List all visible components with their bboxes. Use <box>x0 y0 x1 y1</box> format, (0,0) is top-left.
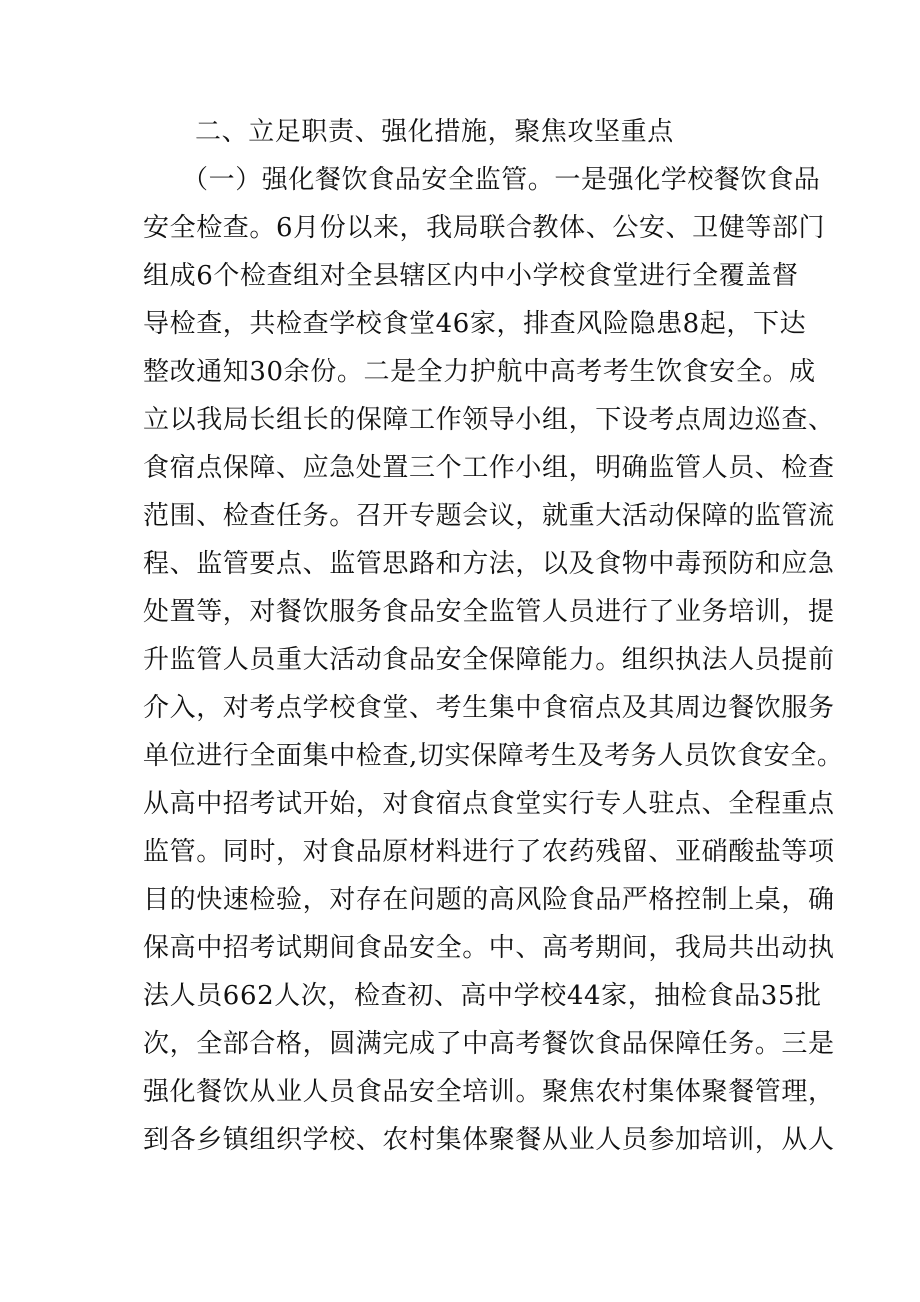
paragraph-line: 处置等，对餐饮服务食品安全监管人员进行了业务培训，提 <box>143 597 835 627</box>
paragraph-line: 目的快速检验，对存在问题的高风险食品严格控制上桌，确 <box>143 885 835 915</box>
paragraph-line: 立以我局长组长的保障工作领导小组，下设考点周边巡查、 <box>143 405 835 435</box>
paragraph-line: 到各乡镇组织学校、农村集体聚餐从业人员参加培训，从人 <box>143 1125 835 1155</box>
paragraph-line: 整改通知30余份。二是全力护航中高考考生饮食安全。成 <box>143 357 816 387</box>
document-body <box>143 108 844 1164</box>
paragraph-line: 安全检查。6月份以来，我局联合教体、公安、卫健等部门 <box>143 213 826 243</box>
paragraph-line: 组成6个检查组对全县辖区内中小学校食堂进行全覆盖督 <box>143 261 799 291</box>
paragraph-line: 导检查，共检查学校食堂46家，排查风险隐患8起，下达 <box>143 309 807 339</box>
paragraph-line: 升监管人员重大活动食品安全保障能力。组织执法人员提前 <box>143 645 835 675</box>
paragraph-line: 次，全部合格，圆满完成了中高考餐饮食品保障任务。三是 <box>143 1029 835 1059</box>
paragraph-line: 监管。同时，对食品原材料进行了农药残留、亚硝酸盐等项 <box>143 837 835 867</box>
paragraph-line: 范围、检查任务。召开专题会议，就重大活动保障的监管流 <box>143 501 835 531</box>
paragraph-line: 程、监管要点、监管思路和方法，以及食物中毒预防和应急 <box>143 549 835 579</box>
paragraph-line: （一）强化餐饮食品安全监管。一是强化学校餐饮食品 <box>182 165 821 195</box>
paragraph-line: 食宿点保障、应急处置三个工作小组，明确监管人员、检查 <box>143 453 835 483</box>
section-heading: 二、立足职责、强化措施，聚焦攻坚重点 <box>195 117 674 147</box>
paragraph-line: 保高中招考试期间食品安全。中、高考期间，我局共出动执 <box>143 933 835 963</box>
paragraph-line: 强化餐饮从业人员食品安全培训。聚焦农村集体聚餐管理， <box>143 1077 835 1107</box>
paragraph-line: 法人员662人次，检查初、高中学校44家，抽检食品35批 <box>143 981 822 1011</box>
paragraph-line: 介入，对考点学校食堂、考生集中食宿点及其周边餐饮服务 <box>143 693 835 723</box>
paragraph-line: 从高中招考试开始，对食宿点食堂实行专人驻点、全程重点 <box>143 789 835 819</box>
paragraph-line: 单位进行全面集中检查,切实保障考生及考务人员饮食安全。 <box>143 741 844 771</box>
